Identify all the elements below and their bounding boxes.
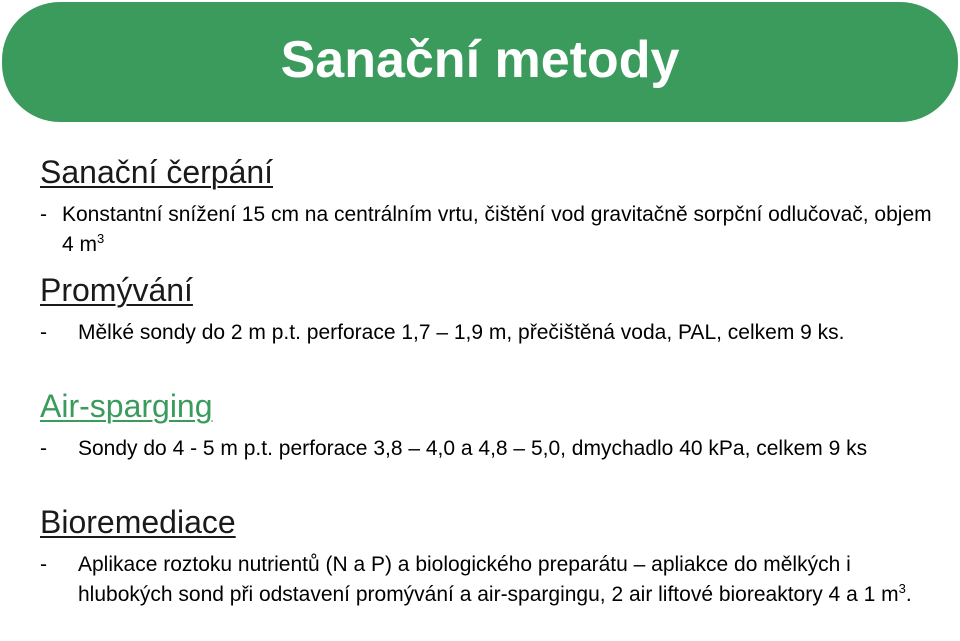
list-item bbox=[40, 434, 940, 464]
item-text: Mělké sondy do 2 m p.t. perforace 1,7 – 1,9 m, přečištěná voda, PAL, celkem 9 ks. bbox=[78, 321, 845, 344]
section-sanacni-cerpani bbox=[40, 154, 940, 260]
section-heading: Air-sparging bbox=[40, 388, 213, 424]
bullet-dash: - bbox=[40, 203, 47, 226]
superscript: 3 bbox=[97, 231, 105, 246]
bullet-dash: - bbox=[40, 553, 47, 576]
item-text: Sondy do 4 - 5 m p.t. perforace 3,8 – 4,0 a 4,8 – 5,0, dmychadlo 40 kPa, celkem 9 ks bbox=[78, 437, 868, 460]
slide-title: Sanační metody bbox=[280, 31, 680, 89]
list-item bbox=[40, 318, 940, 348]
superscript: 3 bbox=[898, 581, 906, 596]
section-heading: Sanační čerpání bbox=[40, 154, 274, 190]
section-heading: Bioremediace bbox=[40, 504, 236, 540]
section-promyvani bbox=[40, 272, 940, 348]
list-item bbox=[40, 550, 940, 610]
item-text: Konstantní snížení 15 cm na centrálním vrtu, čištění vod gravitačně sorpční odlučovač, objem 4 m bbox=[62, 203, 932, 256]
bullet-dash: - bbox=[40, 321, 47, 344]
trailing-punctuation: . bbox=[905, 583, 912, 606]
section-air-sparging bbox=[40, 388, 940, 464]
list-item bbox=[40, 200, 940, 260]
section-bioremediace bbox=[40, 504, 940, 610]
item-text: Aplikace roztoku nutrientů (N a P) a biologického preparátu – apliakce do mělkých i hlubokých sond při odstavení promývání a air-spargingu, 2 air liftové bioreaktory 4 a 1 m bbox=[78, 553, 899, 606]
bullet-dash: - bbox=[40, 437, 47, 460]
title-bar bbox=[2, 2, 958, 122]
section-heading: Promývání bbox=[40, 272, 193, 308]
